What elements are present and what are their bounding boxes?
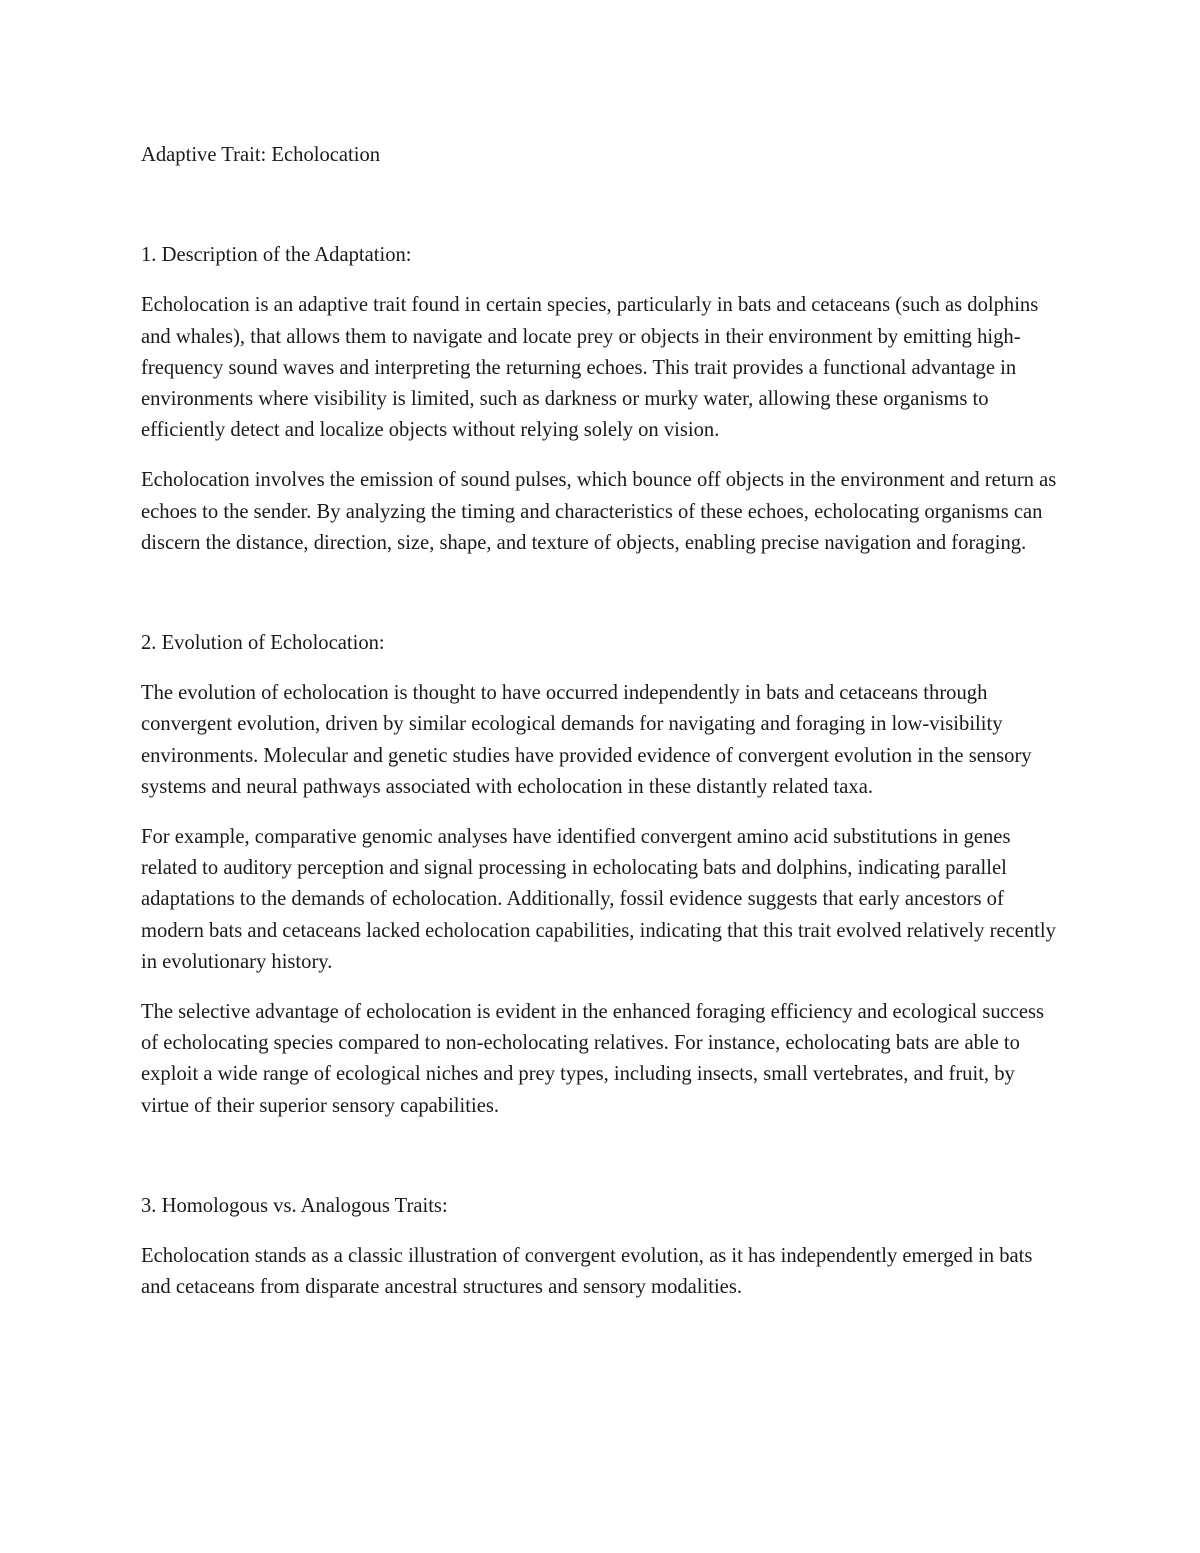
section-heading: 1. Description of the Adaptation: (141, 244, 412, 267)
document-title: Adaptive Trait: Echolocation (141, 144, 381, 166)
paragraph: The selective advantage of echolocation is evident in the enhanced foraging efficiency and ecological success of echolocating species compared to non-echolocating relatives. For instance, echolocating bats are able to exploit a wide range of ecological niches and prey types, including insects, small vertebrates, and fruit, by virtue of their superior sensory capabilities. (141, 1001, 1045, 1117)
section-evolution (141, 628, 1066, 1122)
paragraph: The evolution of echolocation is thought to have occurred independently in bats and cetaceans through convergent evolution, driven by similar ecological demands for navigating and foraging in low-visibility environments. Molecular and genetic studies have provided evidence of convergent evolution in the sensory systems and neural pathways associated with echolocation in these distantly related taxa. (141, 682, 1032, 798)
section-description (141, 240, 1066, 559)
paragraph: For example, comparative genomic analyses have identified convergent amino acid substitutions in genes related to auditory perception and signal processing in echolocating bats and dolphins, indicating parallel adaptations to the demands of echolocation. Additionally, fossil evidence suggests that early ancestors of modern bats and cetaceans lacked echolocation capabilities, indicating that this trait evolved relatively recently in evolutionary history. (141, 826, 1056, 973)
section-heading: 3. Homologous vs. Analogous Traits: (141, 1194, 448, 1217)
section-heading: 2. Evolution of Echolocation: (141, 632, 385, 655)
paragraph: Echolocation involves the emission of sound pulses, which bounce off objects in the environment and return as echoes to the sender. By analyzing the timing and characteristics of these echoes, echolocating organisms can discern the distance, direction, size, shape, and texture of objects, enabling precise navigation and foraging. (141, 469, 1057, 554)
document-body (141, 140, 1066, 1303)
paragraph: Echolocation stands as a classic illustration of convergent evolution, as it has independently emerged in bats and cetaceans from disparate ancestral structures and sensory modalities. (141, 1245, 1033, 1299)
paragraph: Echolocation is an adaptive trait found in certain species, particularly in bats and cetaceans (such as dolphins and whales), that allows them to navigate and locate prey or objects in their environment by emitting high-frequency sound waves and interpreting the returning echoes. This trait provides a functional advantage in environments where visibility is limited, such as darkness or murky water, allowing these organisms to efficiently detect and localize objects without relying solely on vision. (141, 294, 1039, 442)
section-homologous-analogous (141, 1191, 1066, 1304)
